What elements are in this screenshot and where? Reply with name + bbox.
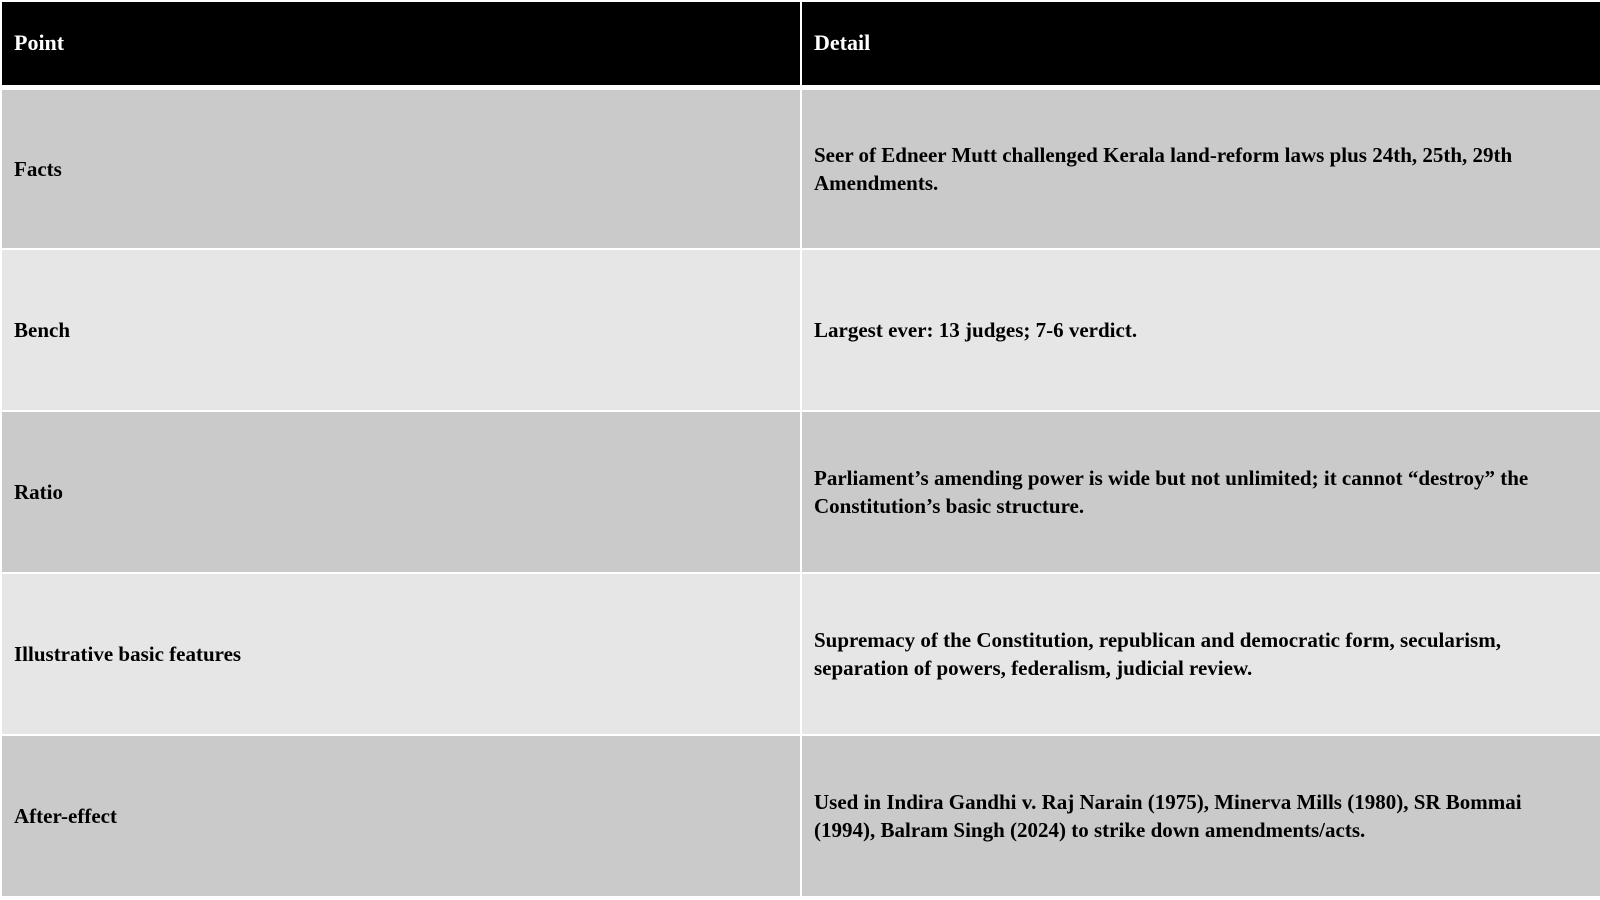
point-cell: Illustrative basic features — [1, 573, 801, 735]
table-row — [1, 249, 1600, 411]
table-row — [1, 411, 1600, 573]
table-row — [1, 87, 1600, 249]
table-body — [1, 87, 1600, 897]
detail-cell: Supremacy of the Constitution, republican and democratic form, secularism, separation of powers, federalism, judicial review. — [801, 573, 1600, 735]
detail-cell: Largest ever: 13 judges; 7-6 verdict. — [801, 249, 1600, 411]
table-row — [1, 735, 1600, 897]
point-cell: Ratio — [1, 411, 801, 573]
column-header-point: Point — [1, 1, 801, 87]
detail-cell: Seer of Edneer Mutt challenged Kerala land-reform laws plus 24th, 25th, 29th Amendments. — [801, 87, 1600, 249]
detail-cell: Parliament’s amending power is wide but not unlimited; it cannot “destroy” the Constitution’s basic structure. — [801, 411, 1600, 573]
point-cell: Facts — [1, 87, 801, 249]
column-header-detail: Detail — [801, 1, 1600, 87]
header-row — [1, 1, 1600, 87]
table-row — [1, 573, 1600, 735]
detail-cell: Used in Indira Gandhi v. Raj Narain (1975), Minerva Mills (1980), SR Bommai (1994), Balram Singh (2024) to strike down amendments/acts. — [801, 735, 1600, 897]
point-cell: Bench — [1, 249, 801, 411]
table-header — [1, 1, 1600, 87]
point-cell: After-effect — [1, 735, 801, 897]
